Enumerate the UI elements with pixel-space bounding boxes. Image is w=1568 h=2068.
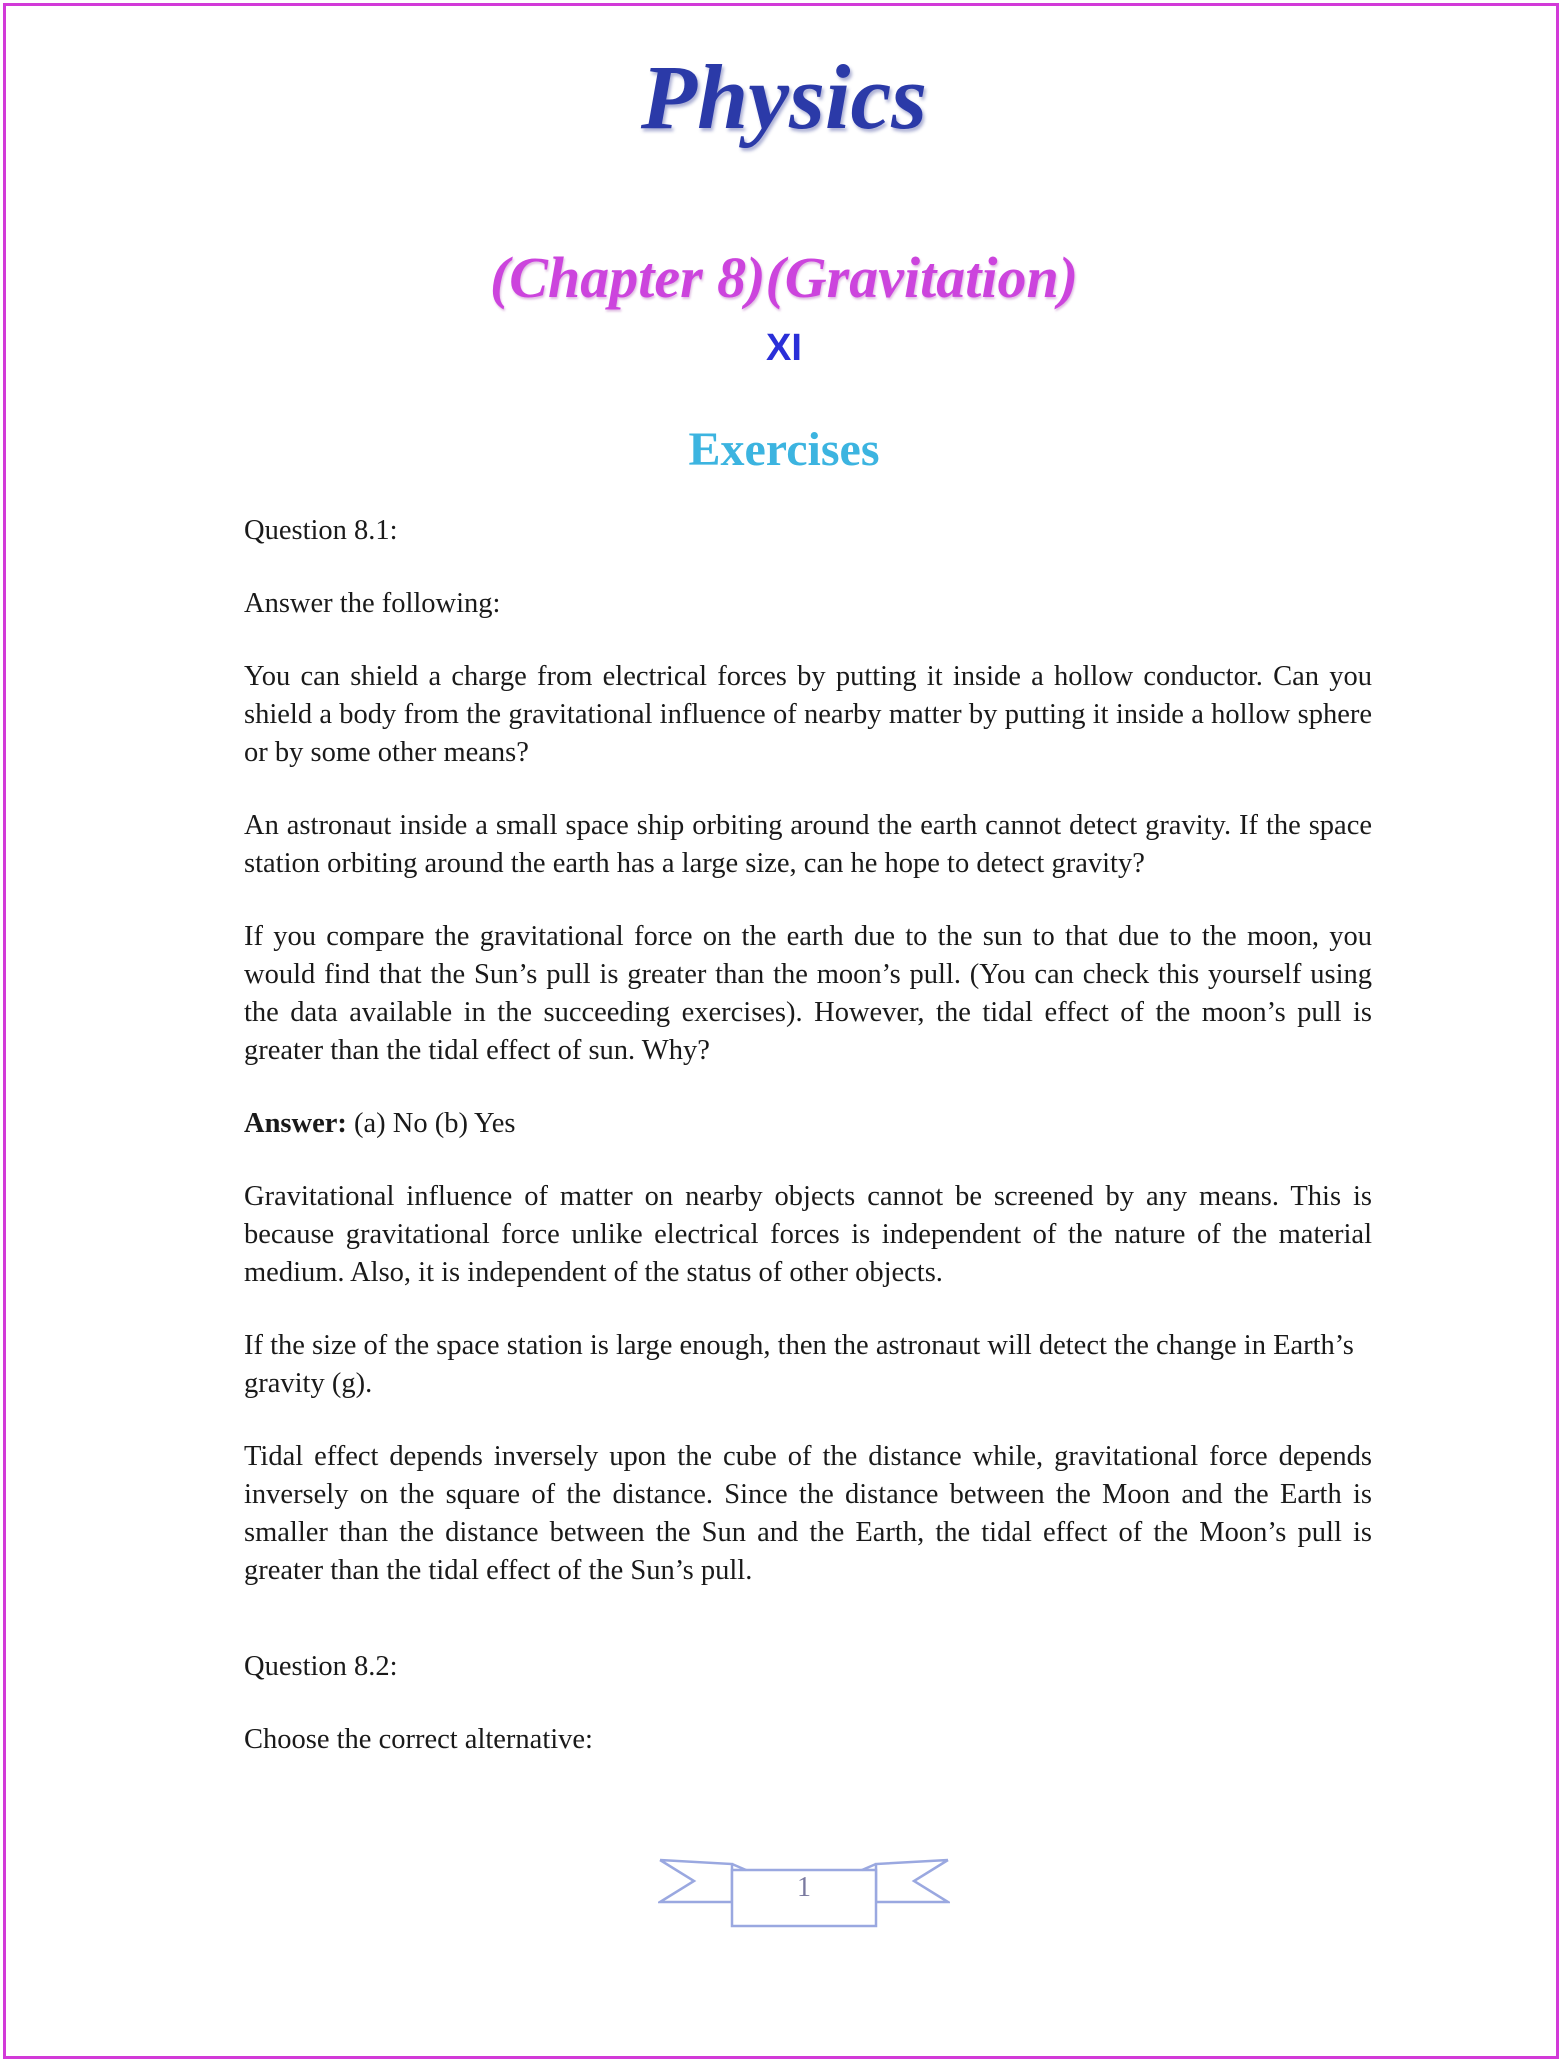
question-part-c: If you compare the gravitational force on the earth due to the sun to that due to the moon, you would find that the Sun’s pull is greater than the moon’s pull. (You can check this yourself using the data available in the succeeding exercises). However, the tidal effect of the moon’s pull is greater than the tidal effect of sun. Why? — [244, 921, 1372, 1066]
document-body — [244, 512, 1372, 1794]
question-intro: Answer the following: — [244, 588, 501, 619]
class-label: XI — [766, 327, 802, 369]
answer-part-c: Tidal effect depends inversely upon the cube of the distance while, gravitational force depends inversely on the square of the distance. Since the distance between the Moon and the Earth is smaller than the distance between the Sun and the Earth, the tidal effect of the Moon’s pull is greater than the tidal effect of the Sun’s pull. — [244, 1441, 1372, 1586]
question-part-b: An astronaut inside a small space ship orbiting around the earth cannot detect gravity. If the space station orbiting around the earth has a large size, can he hope to detect gravity? — [244, 810, 1372, 879]
answer-part-a: Gravitational influence of matter on nearby objects cannot be screened by any means. This is because gravitational force unlike electrical forces is independent of the nature of the material medium. Also, it is independent of the status of other objects. — [244, 1181, 1372, 1288]
answer-part-b: If the size of the space station is large enough, then the astronaut will detect the change in Earth’s gravity (g). — [244, 1330, 1354, 1399]
page-title: Physics — [640, 46, 928, 148]
page-footer — [658, 1856, 950, 1928]
question-label: Question 8.2: — [244, 1651, 398, 1682]
section-heading: Exercises — [688, 423, 880, 476]
chapter-heading: (Chapter 8)(Gravitation) — [489, 245, 1079, 310]
answer-label: Answer: — [244, 1108, 347, 1139]
question-intro: Choose the correct alternative: — [244, 1724, 593, 1755]
answer-line — [244, 1105, 1372, 1143]
page-number: 1 — [797, 1872, 811, 1903]
question-label: Question 8.1: — [244, 515, 398, 546]
answer-summary: (a) No (b) Yes — [346, 1108, 516, 1139]
question-part-a: You can shield a charge from electrical forces by putting it inside a hollow conductor. Can you shield a body from the gravitational influence of nearby matter by putting it inside a hollow sphere or by some other means? — [244, 661, 1372, 768]
